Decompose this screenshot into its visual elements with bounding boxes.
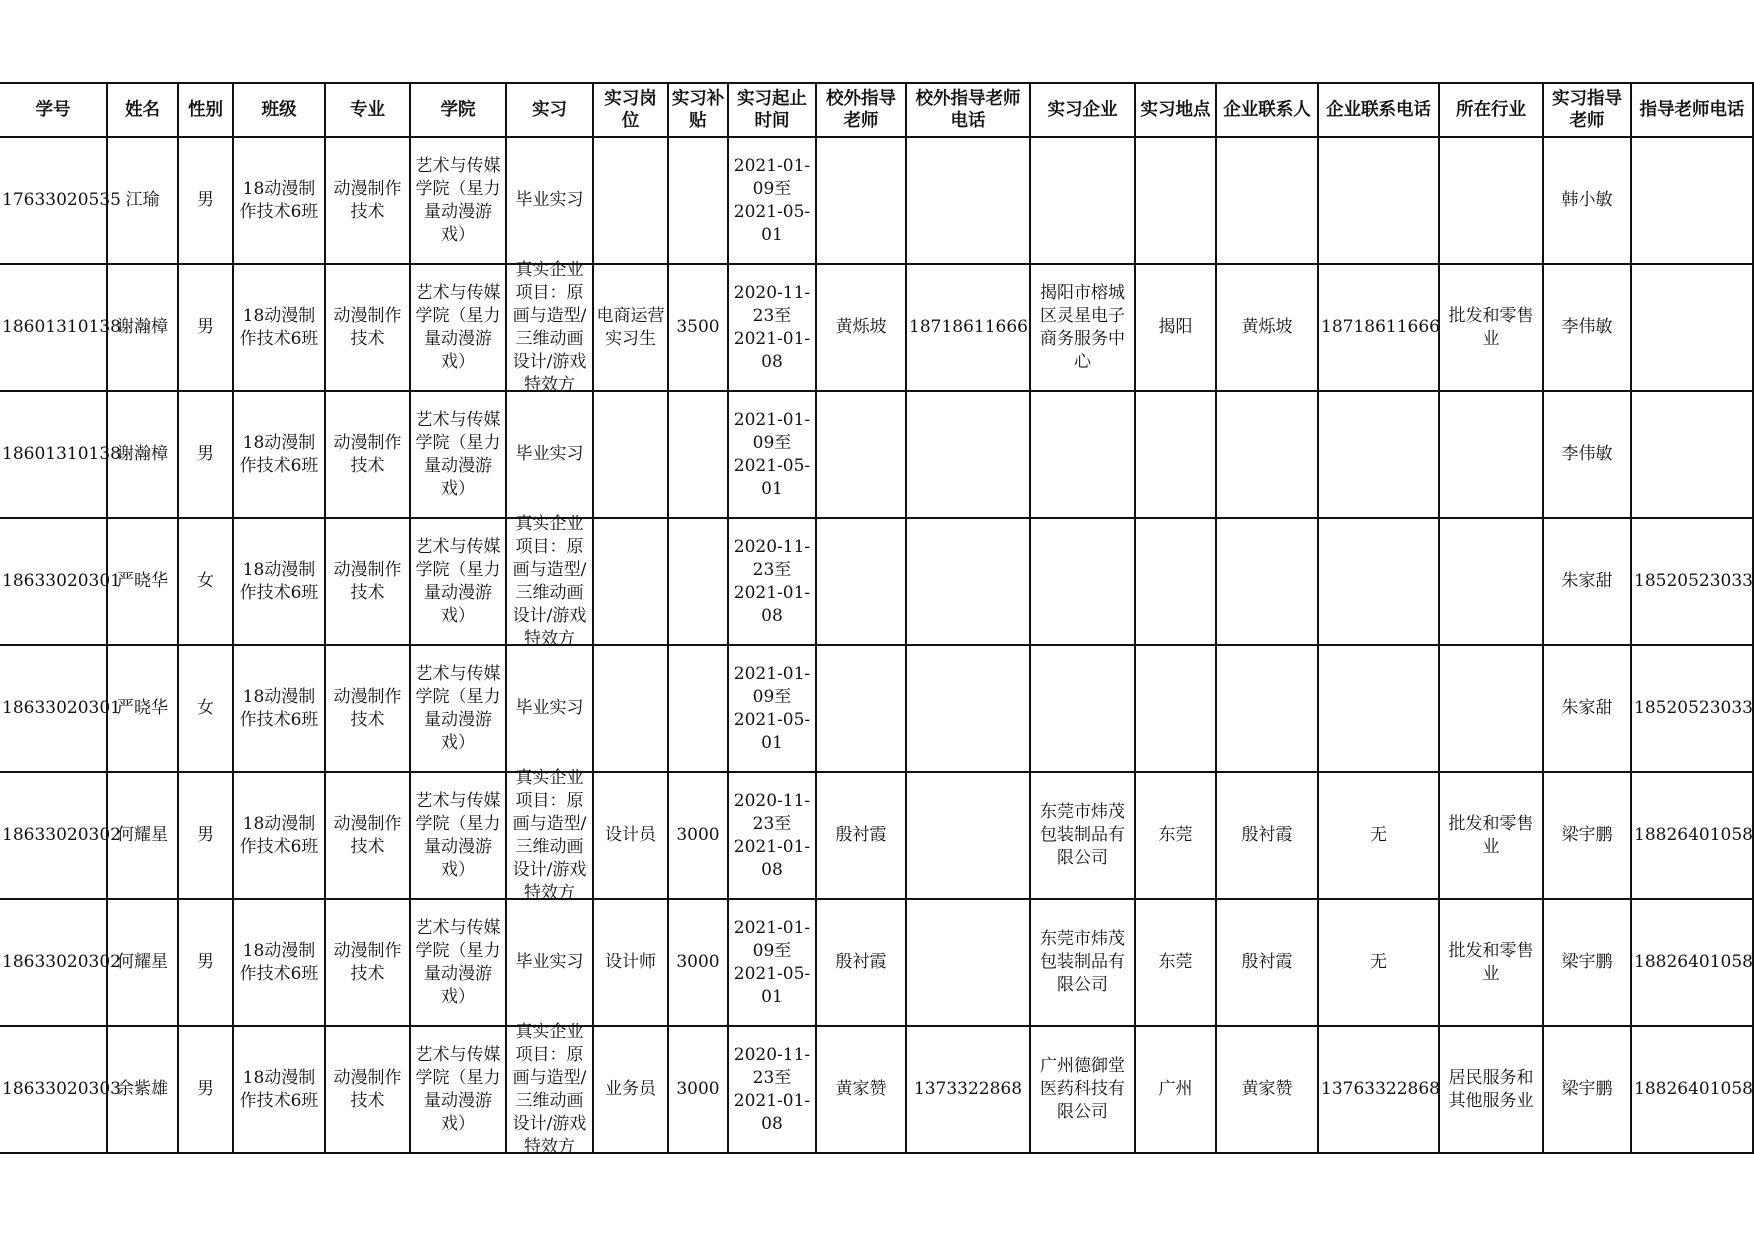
cell-text: 居民服务和其他服务业: [1448, 1067, 1534, 1111]
table-cell: [107, 772, 178, 899]
table-cell: [178, 645, 233, 772]
cell-text: 18520523033: [1634, 698, 1753, 718]
header-cell: 实习补贴: [668, 83, 728, 137]
table-cell: [1318, 391, 1439, 518]
table-cell: [233, 518, 325, 645]
cell-text: 2021-01-09至2021-05-01: [733, 155, 811, 245]
table-row: [0, 772, 1753, 899]
cell-text: 真实企业项目：原画与造型/三维动画设计/游戏特效方: [512, 1021, 587, 1157]
header-cell: 实习: [506, 83, 593, 137]
cell-text: 无: [1370, 825, 1387, 845]
table-cell: [410, 772, 506, 899]
cell-text: 殷衬霞: [1241, 825, 1293, 845]
table-cell: [0, 899, 121, 1026]
table-row: [0, 137, 1753, 264]
cell-text: 朱家甜: [1561, 698, 1613, 718]
table-cell: [1135, 772, 1216, 899]
table-cell: [1030, 1026, 1135, 1153]
cell-text: 何耀星: [117, 825, 168, 845]
cell-text: 动漫制作技术: [333, 1067, 402, 1111]
cell-text: 13763322868: [1321, 1079, 1440, 1099]
table-cell: [410, 645, 506, 772]
table-cell: [668, 645, 728, 772]
internship-table: [0, 82, 1754, 1157]
cell-text: 18633020302: [2, 825, 121, 845]
table-cell: [233, 264, 325, 391]
table-cell: [906, 899, 1030, 1026]
cell-text: 18633020301: [2, 698, 121, 718]
table-cell: [178, 518, 233, 645]
table-cell: [1439, 264, 1543, 391]
table-cell: [1030, 137, 1135, 264]
cell-text: 3000: [676, 1079, 720, 1099]
table-cell: [728, 518, 816, 645]
table-cell: [1216, 391, 1318, 518]
table-cell: [178, 137, 233, 264]
table-cell: [728, 899, 816, 1026]
cell-text: 18601310138: [2, 444, 121, 464]
table-cell: [1543, 899, 1631, 1026]
table-cell: [1318, 137, 1439, 264]
table-cell: [1631, 645, 1753, 772]
cell-text: 余紫雄: [117, 1079, 168, 1099]
table-cell: [593, 137, 668, 264]
cell-text: 18826401058: [1634, 825, 1753, 845]
table-cell: [1030, 899, 1135, 1026]
cell-text: 黄烁坡: [1241, 317, 1293, 337]
header-cell: 实习起止时间: [728, 83, 816, 137]
table-cell: [325, 645, 410, 772]
cell-text: 广州德御堂医药科技有限公司: [1040, 1056, 1125, 1122]
header-cell: 所在行业: [1439, 83, 1543, 137]
table-cell: [506, 259, 593, 395]
table-cell: [1543, 264, 1631, 391]
cell-text: 真实企业项目：原画与造型/三维动画设计/游戏特效方: [512, 513, 587, 649]
cell-text: 18826401058: [1634, 952, 1753, 972]
table-cell: [1631, 1026, 1753, 1153]
cell-text: 谢瀚樟: [117, 444, 168, 464]
table-cell: [1030, 772, 1135, 899]
table-cell: [593, 772, 668, 899]
table-cell: [107, 899, 178, 1026]
table-cell: [107, 264, 178, 391]
table-cell: [668, 899, 728, 1026]
cell-text: 设计员: [605, 825, 656, 845]
table-cell: [1216, 1026, 1318, 1153]
table-cell: [906, 264, 1030, 391]
cell-text: 何耀星: [117, 952, 168, 972]
table-cell: [1135, 137, 1216, 264]
header-cell: 班级: [233, 83, 325, 137]
table-cell: [1135, 391, 1216, 518]
cell-text: 女: [197, 698, 214, 718]
cell-text: 广州: [1158, 1079, 1193, 1099]
table-cell: [0, 264, 121, 391]
cell-text: 2021-01-09至2021-05-01: [733, 917, 811, 1007]
table-cell: [593, 391, 668, 518]
header-cell: 学号: [0, 83, 107, 137]
cell-text: 江瑜: [125, 190, 160, 210]
table-row: [0, 645, 1753, 772]
header-row: [0, 83, 1753, 137]
table-cell: [1135, 899, 1216, 1026]
header-cell: 实习地点: [1135, 83, 1216, 137]
cell-text: 18601310138: [2, 317, 121, 337]
table-cell: [0, 137, 121, 264]
table-row: [0, 391, 1753, 518]
table-cell: [325, 264, 410, 391]
cell-text: 批发和零售业: [1448, 813, 1534, 857]
table-cell: [1543, 772, 1631, 899]
cell-text: 动漫制作技术: [333, 178, 402, 222]
table-cell: [1318, 645, 1439, 772]
table-cell: [506, 137, 593, 264]
table-cell: [1439, 899, 1543, 1026]
table-cell: [816, 772, 906, 899]
table-cell: [1439, 772, 1543, 899]
cell-text: 3000: [676, 952, 720, 972]
table-cell: [1135, 1026, 1216, 1153]
cell-text: 18718611666: [909, 317, 1028, 337]
table-cell: [1216, 518, 1318, 645]
cell-text: 2020-11-23至2021-01-08: [733, 1044, 811, 1134]
cell-text: 梁宇鹏: [1561, 1079, 1613, 1099]
table-cell: [906, 391, 1030, 518]
table-cell: [728, 137, 816, 264]
cell-text: 严晓华: [117, 698, 168, 718]
table-cell: [816, 137, 906, 264]
table-cell: [107, 391, 178, 518]
table-cell: [1318, 518, 1439, 645]
table-cell: [1030, 264, 1135, 391]
header-cell: 专业: [325, 83, 410, 137]
cell-text: 艺术与传媒学院（星力量动漫游戏）: [415, 917, 501, 1007]
cell-text: 设计师: [605, 952, 656, 972]
table-row: [0, 1026, 1753, 1153]
table-cell: [816, 899, 906, 1026]
table-cell: [906, 1026, 1030, 1153]
table-cell: [233, 772, 325, 899]
cell-text: 严晓华: [117, 571, 168, 591]
cell-text: 男: [197, 1079, 214, 1099]
table-cell: [325, 137, 410, 264]
table-cell: [178, 1026, 233, 1153]
cell-text: 电商运营实习生: [596, 305, 665, 349]
cell-text: 黄家赞: [1241, 1079, 1293, 1099]
table-cell: [1631, 518, 1753, 645]
cell-text: 动漫制作技术: [333, 940, 402, 984]
cell-text: 男: [197, 952, 214, 972]
table-cell: [668, 264, 728, 391]
table-cell: [178, 264, 233, 391]
cell-text: 动漫制作技术: [333, 305, 402, 349]
cell-text: 17633020535: [2, 190, 121, 210]
table-cell: [178, 391, 233, 518]
table-cell: [816, 391, 906, 518]
cell-text: 艺术与传媒学院（星力量动漫游戏）: [415, 1044, 501, 1134]
table-cell: [325, 899, 410, 1026]
cell-text: 男: [197, 317, 214, 337]
cell-text: 揭阳市榕城区灵星电子商务服务中心: [1040, 282, 1125, 372]
table-cell: [325, 518, 410, 645]
table-cell: [1439, 391, 1543, 518]
table-cell: [1318, 1026, 1439, 1153]
table-cell: [506, 899, 593, 1026]
table-cell: [410, 264, 506, 391]
table-cell: [728, 264, 816, 391]
cell-text: 18动漫制作技术6班: [239, 686, 319, 730]
cell-text: 18633020302: [2, 952, 121, 972]
table-cell: [325, 1026, 410, 1153]
table-cell: [410, 137, 506, 264]
table-cell: [1631, 772, 1753, 899]
table-cell: [1439, 645, 1543, 772]
cell-text: 东莞: [1158, 952, 1193, 972]
table-cell: [1439, 518, 1543, 645]
table-cell: [107, 645, 178, 772]
cell-text: 动漫制作技术: [333, 686, 402, 730]
cell-text: 揭阳: [1158, 317, 1193, 337]
cell-text: 2021-01-09至2021-05-01: [733, 409, 811, 499]
table-cell: [1135, 645, 1216, 772]
cell-text: 18动漫制作技术6班: [239, 305, 319, 349]
table-cell: [728, 1026, 816, 1153]
table-cell: [1216, 772, 1318, 899]
cell-text: 艺术与传媒学院（星力量动漫游戏）: [415, 409, 501, 499]
table-cell: [0, 391, 121, 518]
cell-text: 毕业实习: [515, 190, 584, 210]
table-cell: [816, 518, 906, 645]
table-cell: [668, 137, 728, 264]
cell-text: 男: [197, 444, 214, 464]
cell-text: 艺术与传媒学院（星力量动漫游戏）: [415, 790, 501, 880]
table-cell: [233, 645, 325, 772]
cell-text: 谢瀚樟: [117, 317, 168, 337]
header-cell: 企业联系人: [1216, 83, 1318, 137]
table-cell: [728, 391, 816, 518]
header-cell: 校外指导老师: [816, 83, 906, 137]
table-cell: [1543, 518, 1631, 645]
table-cell: [1216, 645, 1318, 772]
table-cell: [1135, 518, 1216, 645]
table-cell: [906, 137, 1030, 264]
cell-text: 真实企业项目：原画与造型/三维动画设计/游戏特效方: [512, 767, 587, 903]
table-cell: [1631, 391, 1753, 518]
cell-text: 艺术与传媒学院（星力量动漫游戏）: [415, 536, 501, 626]
table-cell: [233, 391, 325, 518]
table-row: [0, 899, 1753, 1026]
cell-text: 业务员: [605, 1079, 656, 1099]
cell-text: 李伟敏: [1561, 444, 1613, 464]
table-cell: [107, 1026, 178, 1153]
table-cell: [325, 772, 410, 899]
cell-text: 殷衬霞: [1241, 952, 1293, 972]
table-cell: [906, 645, 1030, 772]
cell-text: 动漫制作技术: [333, 432, 402, 476]
cell-text: 梁宇鹏: [1561, 952, 1613, 972]
table-cell: [0, 645, 121, 772]
table-cell: [593, 264, 668, 391]
cell-text: 18520523033: [1634, 571, 1753, 591]
table-cell: [906, 772, 1030, 899]
table-cell: [816, 1026, 906, 1153]
table-cell: [593, 645, 668, 772]
table-cell: [410, 391, 506, 518]
table-cell: [728, 772, 816, 899]
table-cell: [410, 899, 506, 1026]
table-row: [0, 518, 1753, 645]
cell-text: 东莞市炜茂包装制品有限公司: [1040, 802, 1125, 868]
table-cell: [1318, 264, 1439, 391]
table-cell: [816, 264, 906, 391]
table-cell: [1216, 899, 1318, 1026]
cell-text: 2021-01-09至2021-05-01: [733, 663, 811, 753]
cell-text: 18动漫制作技术6班: [239, 178, 319, 222]
cell-text: 18633020303: [2, 1079, 121, 1099]
cell-text: 18718611666: [1321, 317, 1440, 337]
cell-text: 1373322868: [913, 1079, 1023, 1099]
table-cell: [107, 518, 178, 645]
table-cell: [233, 137, 325, 264]
cell-text: 东莞市炜茂包装制品有限公司: [1040, 929, 1125, 995]
table-cell: [1030, 518, 1135, 645]
table-cell: [1318, 899, 1439, 1026]
table-cell: [0, 772, 121, 899]
cell-text: 毕业实习: [515, 444, 584, 464]
table-cell: [233, 899, 325, 1026]
header-cell: 实习岗位: [593, 83, 668, 137]
table-cell: [178, 899, 233, 1026]
cell-text: 无: [1370, 952, 1387, 972]
table-cell: [0, 518, 121, 645]
table-cell: [233, 1026, 325, 1153]
cell-text: 2020-11-23至2021-01-08: [733, 536, 811, 626]
table-cell: [593, 1026, 668, 1153]
cell-text: 18动漫制作技术6班: [239, 940, 319, 984]
table-cell: [1030, 391, 1135, 518]
table-cell: [1543, 391, 1631, 518]
table-cell: [325, 391, 410, 518]
cell-text: 李伟敏: [1561, 317, 1613, 337]
table-cell: [593, 899, 668, 1026]
table-cell: [506, 1021, 593, 1157]
header-cell: 姓名: [107, 83, 178, 137]
header-cell: 性别: [178, 83, 233, 137]
table-cell: [906, 518, 1030, 645]
cell-text: 18动漫制作技术6班: [239, 813, 319, 857]
cell-text: 2020-11-23至2021-01-08: [733, 790, 811, 880]
header-cell: 企业联系电话: [1318, 83, 1439, 137]
cell-text: 男: [197, 825, 214, 845]
cell-text: 18动漫制作技术6班: [239, 559, 319, 603]
table-cell: [410, 518, 506, 645]
cell-text: 毕业实习: [515, 952, 584, 972]
cell-text: 黄烁坡: [835, 317, 887, 337]
table-cell: [1318, 772, 1439, 899]
cell-text: 2020-11-23至2021-01-08: [733, 282, 811, 372]
table-cell: [593, 518, 668, 645]
table-cell: [1439, 1026, 1543, 1153]
cell-text: 18826401058: [1634, 1079, 1753, 1099]
table-cell: [1030, 645, 1135, 772]
table-cell: [728, 645, 816, 772]
cell-text: 殷衬霞: [835, 825, 887, 845]
header-cell: 实习指导老师: [1543, 83, 1631, 137]
table-cell: [1216, 264, 1318, 391]
table-body: [0, 137, 1753, 1157]
table-cell: [506, 513, 593, 649]
cell-text: 批发和零售业: [1448, 305, 1534, 349]
cell-text: 18633020301: [2, 571, 121, 591]
cell-text: 3000: [676, 825, 720, 845]
table-cell: [1631, 264, 1753, 391]
cell-text: 真实企业项目：原画与造型/三维动画设计/游戏特效方: [512, 259, 587, 395]
cell-text: 女: [197, 571, 214, 591]
table-cell: [506, 645, 593, 772]
header-cell: 校外指导老师电话: [906, 83, 1030, 137]
cell-text: 韩小敏: [1561, 190, 1613, 210]
cell-text: 动漫制作技术: [333, 813, 402, 857]
table-cell: [1543, 137, 1631, 264]
cell-text: 东莞: [1158, 825, 1193, 845]
table-cell: [506, 391, 593, 518]
table-cell: [178, 772, 233, 899]
table-cell: [668, 391, 728, 518]
table-cell: [668, 1026, 728, 1153]
cell-text: 批发和零售业: [1448, 940, 1534, 984]
table-row: [0, 264, 1753, 391]
table-cell: [1543, 1026, 1631, 1153]
cell-text: 男: [197, 190, 214, 210]
cell-text: 黄家赞: [835, 1079, 887, 1099]
table-cell: [1216, 137, 1318, 264]
table-cell: [816, 645, 906, 772]
cell-text: 殷衬霞: [835, 952, 887, 972]
table-cell: [0, 1026, 121, 1153]
table-cell: [1631, 137, 1753, 264]
table-cell: [1439, 137, 1543, 264]
header-cell: 学院: [410, 83, 506, 137]
header-cell: 实习企业: [1030, 83, 1135, 137]
table-cell: [1543, 645, 1631, 772]
header-cell: 指导老师电话: [1631, 83, 1753, 137]
table-cell: [410, 1026, 506, 1153]
table-cell: [668, 772, 728, 899]
cell-text: 动漫制作技术: [333, 559, 402, 603]
cell-text: 艺术与传媒学院（星力量动漫游戏）: [415, 282, 501, 372]
cell-text: 18动漫制作技术6班: [239, 432, 319, 476]
table-cell: [1631, 899, 1753, 1026]
cell-text: 朱家甜: [1561, 571, 1613, 591]
cell-text: 艺术与传媒学院（星力量动漫游戏）: [415, 155, 501, 245]
table-cell: [668, 518, 728, 645]
cell-text: 18动漫制作技术6班: [239, 1067, 319, 1111]
table-cell: [506, 767, 593, 903]
cell-text: 艺术与传媒学院（星力量动漫游戏）: [415, 663, 501, 753]
cell-text: 毕业实习: [515, 698, 584, 718]
cell-text: 梁宇鹏: [1561, 825, 1613, 845]
cell-text: 3500: [676, 317, 720, 337]
table-cell: [107, 137, 178, 264]
table-cell: [1135, 264, 1216, 391]
